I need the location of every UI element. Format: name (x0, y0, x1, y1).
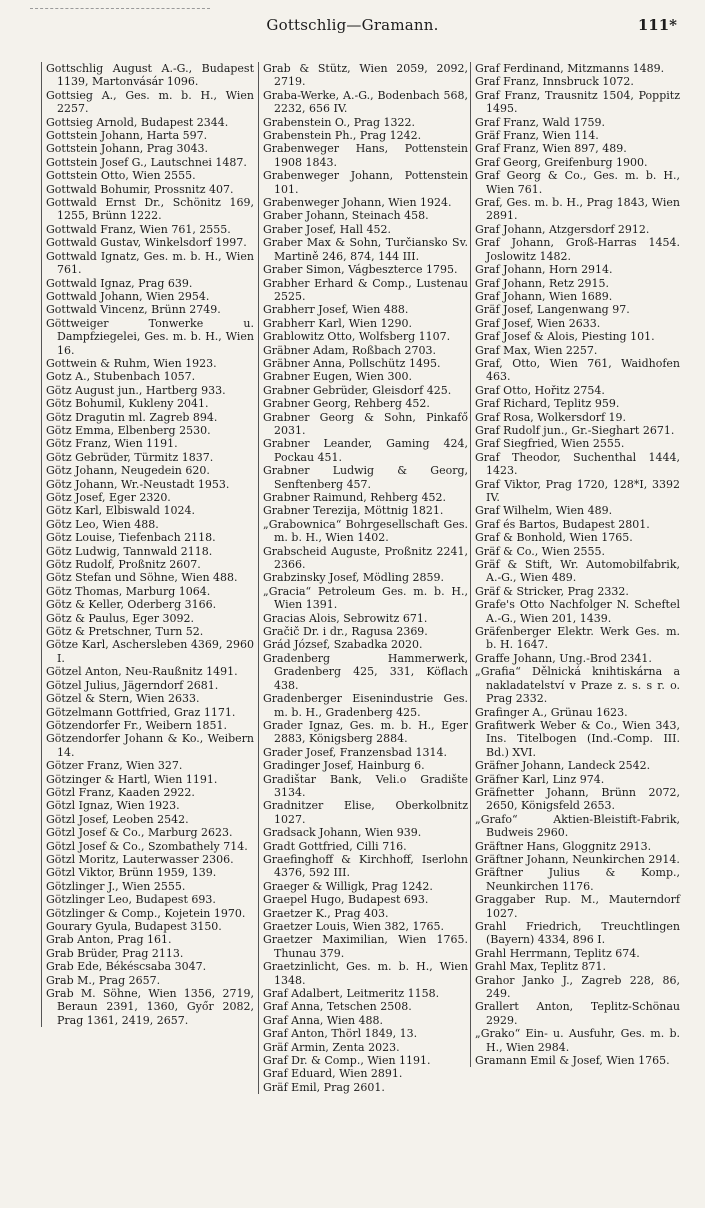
directory-entry: Graf Georg & Co., Ges. m. b. H., Wien 761. (475, 169, 680, 196)
directory-entry: Graber Josef, Hall 452. (263, 222, 391, 236)
directory-entry: Götz Thomas, Marburg 1064. (46, 584, 211, 598)
directory-entry: Graf Johann, Groß-Harras 1454. Joslowitz 1482. (475, 236, 680, 263)
directory-entry: Graf és Bartos, Budapest 2801. (475, 517, 650, 531)
directory-entry: Götzendorfer Fr., Weibern 1851. (46, 718, 227, 732)
directory-entry: Götzlinger Leo, Budapest 693. (46, 893, 216, 907)
directory-entry: Graf Max, Wien 2257. (475, 343, 598, 357)
directory-entry: Graf Franz, Wien 897, 489. (475, 142, 627, 156)
directory-entry: Grád József, Szabadka 2020. (263, 638, 423, 652)
directory-entry: Götz Ludwig, Tannwald 2118. (46, 544, 213, 558)
directory-entry: Graf Georg, Greifenburg 1900. (475, 155, 648, 169)
directory-entry: Gräftner Hans, Gloggnitz 2913. (475, 839, 652, 853)
directory-entry: Götzl Ignaz, Wien 1923. (46, 799, 180, 813)
directory-entry: Graf Wilhelm, Wien 489. (475, 504, 613, 518)
directory-entry: Graf Franz, Trausnitz 1504, Poppitz 1495. (475, 88, 680, 116)
directory-entry: Götzer Franz, Wien 327. (46, 759, 183, 773)
directory-entry: Gottwald Bohumir, Prossnitz 407. (46, 182, 234, 196)
directory-entry: Graffe Johann, Ung.-Brod 2341. (475, 651, 652, 665)
directory-entry: Gottwald Johann, Wien 2954. (46, 289, 210, 303)
directory-entry: Grabner Terezija, Möttnig 1821. (263, 504, 444, 518)
directory-entry: Götzl Josef, Leoben 2542. (46, 812, 189, 826)
directory-entry: Gottstein Otto, Wien 2555. (46, 169, 196, 183)
directory-entry: Grabenweger Johann, Pottenstein 101. (263, 169, 468, 196)
directory-entry: Graf Theodor, Suchenthal 1444, 1423. (475, 450, 680, 478)
directory-entry: Graf, Ges. m. b. H., Prag 1843, Wien 2891. (475, 196, 680, 223)
directory-entry: Graber Max & Sohn, Turčiansko Sv. Martině 246, 874, 144 III. (263, 236, 468, 263)
directory-entry: Graf Johann, Atzgersdorf 2912. (475, 222, 650, 236)
directory-entry: Gottsieg A., Ges. m. b. H., Wien 2257. (46, 88, 254, 116)
directory-entry: Gottschlig August A.-G., Budapest 1139, Martonvásár 1096. (46, 62, 254, 89)
directory-entry: Götz Gebrüder, Türmitz 1837. (46, 450, 214, 464)
directory-entry: „Gracia“ Petroleum Ges. m. b. H., Wien 1391. (263, 584, 468, 612)
directory-entry: Grab Anton, Prag 161. (46, 933, 172, 947)
directory-entry: Gottwald Franz, Wien 761, 2555. (46, 222, 231, 236)
directory-entry: Grabner Raimund, Rehberg 452. (263, 491, 446, 504)
directory-entry: Graf Franz, Innsbruck 1072. (475, 75, 634, 89)
directory-entry: Götzinger & Hartl, Wien 1191. (46, 772, 218, 786)
directory-entry: Graf Adalbert, Leitmeritz 1158. (263, 987, 440, 1001)
directory-entry: Graf & Bonhold, Wien 1765. (475, 531, 633, 545)
directory-entry: Gramann Emil & Josef, Wien 1765. (475, 1054, 670, 1068)
directory-entry: Graf Ferdinand, Mitzmanns 1489. (475, 62, 665, 75)
directory-entry: „Grako“ Ein- u. Ausfuhr, Ges. m. b. H., Wien 2984. (475, 1027, 680, 1054)
directory-entry: Grabenstein O., Prag 1322. (263, 115, 416, 129)
directory-entry: Gräf & Stift, Wr. Automobilfabrik, A.-G., Wien 489. (475, 558, 680, 585)
directory-entry: Gottwald Gustav, Winkelsdorf 1997. (46, 236, 247, 250)
directory-entry: Götz Johann, Wr.-Neustadt 1953. (46, 477, 230, 491)
directory-entry: Grafitwerk Weber & Co., Wien 343, Ins. Titelbogen (Ind.-Comp. III. Bd.) XVI. (475, 718, 680, 759)
directory-entry: Graf Anna, Tetschen 2508. (263, 1000, 412, 1014)
directory-entry: Graf Johann, Horn 2914. (475, 263, 613, 277)
directory-entry: Graf Viktor, Prag 1720, 128*I, 3392 IV. (475, 477, 680, 504)
directory-entry: Graf Anton, Thörl 1849, 13. (263, 1027, 418, 1041)
directory-entry: Graf Franz, Wald 1759. (475, 115, 605, 129)
directory-entry: Grafinger A., Grünau 1623. (475, 705, 628, 719)
directory-entry: Grabner Leander, Gaming 424, Pockau 451. (263, 437, 468, 464)
directory-entry: Grafe's Otto Nachfolger N. Scheftel A.-G., Wien 201, 1439. (475, 598, 680, 625)
directory-entry: Graf Anna, Wien 488. (263, 1013, 384, 1027)
directory-entry: Götzl Moritz, Lauterwasser 2306. (46, 852, 234, 866)
directory-entry: Götz Karl, Elbiswald 1024. (46, 504, 195, 518)
directory-entry: Graber Johann, Steinach 458. (263, 209, 429, 223)
directory-entry: Gottwald Vincenz, Brünn 2749. (46, 303, 221, 317)
directory-entry: Grabenweger Johann, Wien 1924. (263, 196, 452, 210)
directory-entry: Götz Louise, Tiefenbach 2118. (46, 531, 216, 545)
directory-entry: „Grafia“ Dělnická knihtiskárna a nakladatelství v Praze z. s. s r. o. Prag 2332. (475, 665, 680, 706)
directory-entry: Gottsieg Arnold, Budapest 2344. (46, 115, 229, 129)
directory-entry: Gräf & Co., Wien 2555. (475, 544, 606, 558)
directory-entry: Grabner Georg, Rehberg 452. (263, 397, 430, 411)
directory-entry: Götzel Julius, Jägerndorf 2681. (46, 678, 219, 692)
directory-entry: Grader Josef, Franzensbad 1314. (263, 745, 447, 759)
directory-entry: Gräf Franz, Wien 114. (475, 129, 599, 143)
directory-entry: Gottwein & Ruhm, Wien 1923. (46, 356, 217, 370)
page-title: Gottschlig—Gramann. (266, 16, 439, 34)
directory-entry: Götz Stefan und Söhne, Wien 488. (46, 571, 238, 585)
directory-entry: Graf Rudolf jun., Gr.-Sieghart 2671. (475, 423, 675, 437)
directory-entry: Graf Johann, Retz 2915. (475, 276, 610, 290)
page-header (0, 0, 705, 44)
directory-entry: „Grabownica“ Bohrgesellschaft Ges. m. b. H., Wien 1402. (263, 517, 468, 545)
directory-entry: Grabenstein Ph., Prag 1242. (263, 129, 422, 143)
directory-entry: Grahl Friedrich, Treuchtlingen (Bayern) 4334, 896 I. (475, 920, 680, 947)
directory-entry: Götzelmann Gottfried, Graz 1171. (46, 705, 236, 719)
column-2 (258, 62, 468, 1094)
directory-entry: Götzlinger & Comp., Kojetein 1970. (46, 906, 246, 920)
directory-entry: Graggaber Rup. M., Mauterndorf 1027. (475, 893, 680, 920)
column-1 (41, 62, 254, 1027)
header-rule (30, 8, 210, 9)
directory-entry: Götzl Josef & Co., Marburg 2623. (46, 826, 233, 840)
directory-entry: Gräf Armin, Zenta 2023. (263, 1040, 400, 1054)
directory-entry: Gourary Gyula, Budapest 3150. (46, 920, 222, 933)
directory-entry: Grader Ignaz, Ges. m. b. H., Eger 2883, Königsberg 2884. (263, 718, 468, 746)
directory-entry: Gradt Gottfried, Cilli 716. (263, 839, 407, 853)
directory-entry: Gräfnetter Johann, Brünn 2072, 2650, Königsfeld 2653. (475, 785, 680, 813)
directory-entry: Grabner Eugen, Wien 300. (263, 370, 412, 384)
directory-entry: Grabner Gebrüder, Gleisdorf 425. (263, 383, 452, 397)
directory-entry: Grabzinsky Josef, Mödling 2859. (263, 571, 445, 585)
column-3 (470, 62, 680, 1067)
directory-entry: Graetzer K., Prag 403. (263, 906, 389, 920)
directory-entry: Graf Josef & Alois, Piesting 101. (475, 330, 655, 344)
directory-entry: Götz Rudolf, Proßnitz 2607. (46, 558, 201, 572)
directory-entry: Grab Ede, Békéscsaba 3047. (46, 960, 207, 974)
directory-entry: Gräftner Johann, Neunkirchen 2914. (475, 852, 680, 866)
directory-entry: Gracias Alois, Sebrowitz 671. (263, 611, 428, 625)
directory-entry: Götz Emma, Elbenberg 2530. (46, 423, 211, 437)
directory-entry: Gottwald Ignaz, Prag 639. (46, 276, 193, 290)
directory-entry: Grabher Erhard & Comp., Lustenau 2525. (263, 276, 468, 303)
directory-entry: Götz Bohumil, Kukleny 2041. (46, 397, 209, 411)
directory-entry: Grabscheid Auguste, Proßnitz 2241, 2366. (263, 544, 468, 572)
directory-entry: Gottwald Ignatz, Ges. m. b. H., Wien 761. (46, 249, 254, 277)
directory-entry: Graetzer Maximilian, Wien 1765. Thunau 379. (263, 933, 468, 960)
directory-entry: Gräbner Adam, Roßbach 2703. (263, 343, 437, 357)
directory-entry: Gradenberger Eisenindustrie Ges. m. b. H., Gradenberg 425. (263, 692, 468, 719)
directory-entry: Götz Josef, Eger 2320. (46, 491, 171, 504)
directory-entry: Gräfenberger Elektr. Werk Ges. m. b. H. 1647. (475, 625, 680, 652)
directory-entry: Grab & Stütz, Wien 2059, 2092, 2719. (263, 62, 468, 89)
directory-entry: Götz August jun., Hartberg 933. (46, 383, 226, 397)
directory-entry: Grab M. Söhne, Wien 1356, 2719, Beraun 2391, 1360, Győr 2082, Prag 1361, 2419, 2657. (46, 987, 254, 1027)
directory-entry: Gradenberg Hammerwerk, Gradenberg 425, 331, Köflach 438. (263, 651, 468, 692)
directory-entry: Gotz A., Stubenbach 1057. (46, 370, 196, 384)
directory-entry: Götzel Anton, Neu-Raußnitz 1491. (46, 665, 238, 679)
directory-entry: Grahor Janko J., Zagreb 228, 86, 249. (475, 973, 680, 1001)
directory-entry: Grabenweger Hans, Pottenstein 1908 1843. (263, 142, 468, 169)
directory-entry: Götz & Keller, Oderberg 3166. (46, 598, 217, 612)
directory-entry: Gräbner Anna, Pollschütz 1495. (263, 356, 441, 370)
directory-entry: Götz & Paulus, Eger 3092. (46, 611, 195, 625)
directory-entry: Graf Richard, Teplitz 959. (475, 397, 620, 411)
directory-entry: „Grafo“ Aktien-Bleistift-Fabrik, Budweis 2960. (475, 812, 680, 840)
directory-entry: Grablowitz Otto, Wolfsberg 1107. (263, 330, 451, 344)
directory-entry: Graber Simon, Vágbeszterce 1795. (263, 263, 458, 277)
directory-entry: Götzl Viktor, Brünn 1959, 139. (46, 866, 217, 880)
directory-entry: Gradnitzer Elise, Oberkolbnitz 1027. (263, 799, 468, 826)
directory-entry: Götzl Franz, Kaaden 2922. (46, 785, 195, 799)
directory-entry: Grallert Anton, Teplitz-Schönau 2929. (475, 1000, 680, 1027)
directory-entry: Graf Eduard, Wien 2891. (263, 1067, 403, 1081)
directory-entry: Gottstein Johann, Prag 3043. (46, 142, 209, 156)
directory-entry: Gottstein Johann, Harta 597. (46, 129, 208, 143)
directory-entry: Grahl Herrmann, Teplitz 674. (475, 946, 640, 960)
directory-entry: Graf Johann, Wien 1689. (475, 289, 613, 303)
directory-entry: Grabherr Karl, Wien 1290. (263, 316, 413, 330)
directory-entry: Graf Dr. & Comp., Wien 1191. (263, 1054, 431, 1068)
directory-entry: Götzlinger J., Wien 2555. (46, 879, 186, 893)
directory-entry: Gradinger Josef, Hainburg 6. (263, 759, 425, 773)
directory-entry: Graetzinlicht, Ges. m. b. H., Wien 1348. (263, 960, 468, 987)
directory-entry: Grabner Georg & Sohn, Pinkafő 2031. (263, 410, 468, 437)
directory-entry: Gräftner Julius & Komp., Neunkirchen 1176. (475, 866, 680, 893)
directory-entry: Grabner Ludwig & Georg, Senftenberg 457. (263, 464, 468, 491)
page-number: 111* (637, 16, 677, 34)
directory-entry: Grab Brüder, Prag 2113. (46, 946, 184, 960)
directory-entry: Gradsack Johann, Wien 939. (263, 826, 422, 840)
directory-entry: Götzel & Stern, Wien 2633. (46, 692, 200, 706)
directory-entry: Graf Otto, Hořitz 2754. (475, 383, 605, 397)
directory-entry: Götze Karl, Aschersleben 4369, 2960 I. (46, 638, 254, 665)
directory-entry: Graf, Otto, Wien 761, Waidhofen 463. (475, 356, 680, 384)
directory-entry: Gradištar Bank, Veli.o Gradište 3134. (263, 772, 468, 799)
directory-entry: Graeger & Willigk, Prag 1242. (263, 879, 433, 893)
directory-entry: Götz & Pretschner, Turn 52. (46, 625, 204, 639)
directory-entry: Graf Josef, Wien 2633. (475, 316, 601, 330)
directory-entry: Gräf Emil, Prag 2601. (263, 1080, 385, 1094)
directory-entry: Gräfner Johann, Landeck 2542. (475, 759, 651, 773)
directory-entry: Götzl Josef & Co., Szombathely 714. (46, 839, 248, 853)
directory-entry: Graf Siegfried, Wien 2555. (475, 437, 625, 451)
directory-entry: Götzendorfer Johann & Ko., Weibern 14. (46, 732, 254, 759)
directory-entry: Grahl Max, Teplitz 871. (475, 960, 606, 974)
directory-entry: Gračič Dr. i dr., Ragusa 2369. (263, 625, 428, 639)
directory-entry: Gräf Josef, Langenwang 97. (475, 303, 630, 317)
directory-entry: Götz Dragutin ml. Zagreb 894. (46, 410, 218, 424)
directory-entry: Gottwald Ernst Dr., Schönitz 169, 1255, Brünn 1222. (46, 196, 254, 223)
directory-entry: Gräf & Stricker, Prag 2332. (475, 584, 629, 598)
directory-entry: Graepel Hugo, Budapest 693. (263, 893, 429, 907)
directory-entry: Graefinghoff & Kirchhoff, Iserlohn 4376, 592 III. (263, 852, 468, 880)
directory-entry: Götz Franz, Wien 1191. (46, 437, 178, 451)
directory-entry: Graba-Werke, A.-G., Bodenbach 568, 2232, 656 IV. (263, 88, 468, 116)
directory-entry: Grabherr Josef, Wien 488. (263, 303, 409, 317)
directory-entry: Grab M., Prag 2657. (46, 973, 161, 987)
directory-entry: Gräfner Karl, Linz 974. (475, 772, 605, 786)
directory-entry: Gottstein Josef G., Lautschnei 1487. (46, 155, 247, 169)
directory-entry: Göttweiger Tonwerke u. Dampfziegelei, Ges. m. b. H., Wien 16. (46, 316, 254, 357)
directory-entry: Götz Leo, Wien 488. (46, 517, 159, 531)
directory-entry: Götz Johann, Neugedein 620. (46, 464, 210, 478)
directory-entry: Graf Rosa, Wolkersdorf 19. (475, 410, 627, 424)
directory-entry: Graetzer Louis, Wien 382, 1765. (263, 920, 444, 933)
